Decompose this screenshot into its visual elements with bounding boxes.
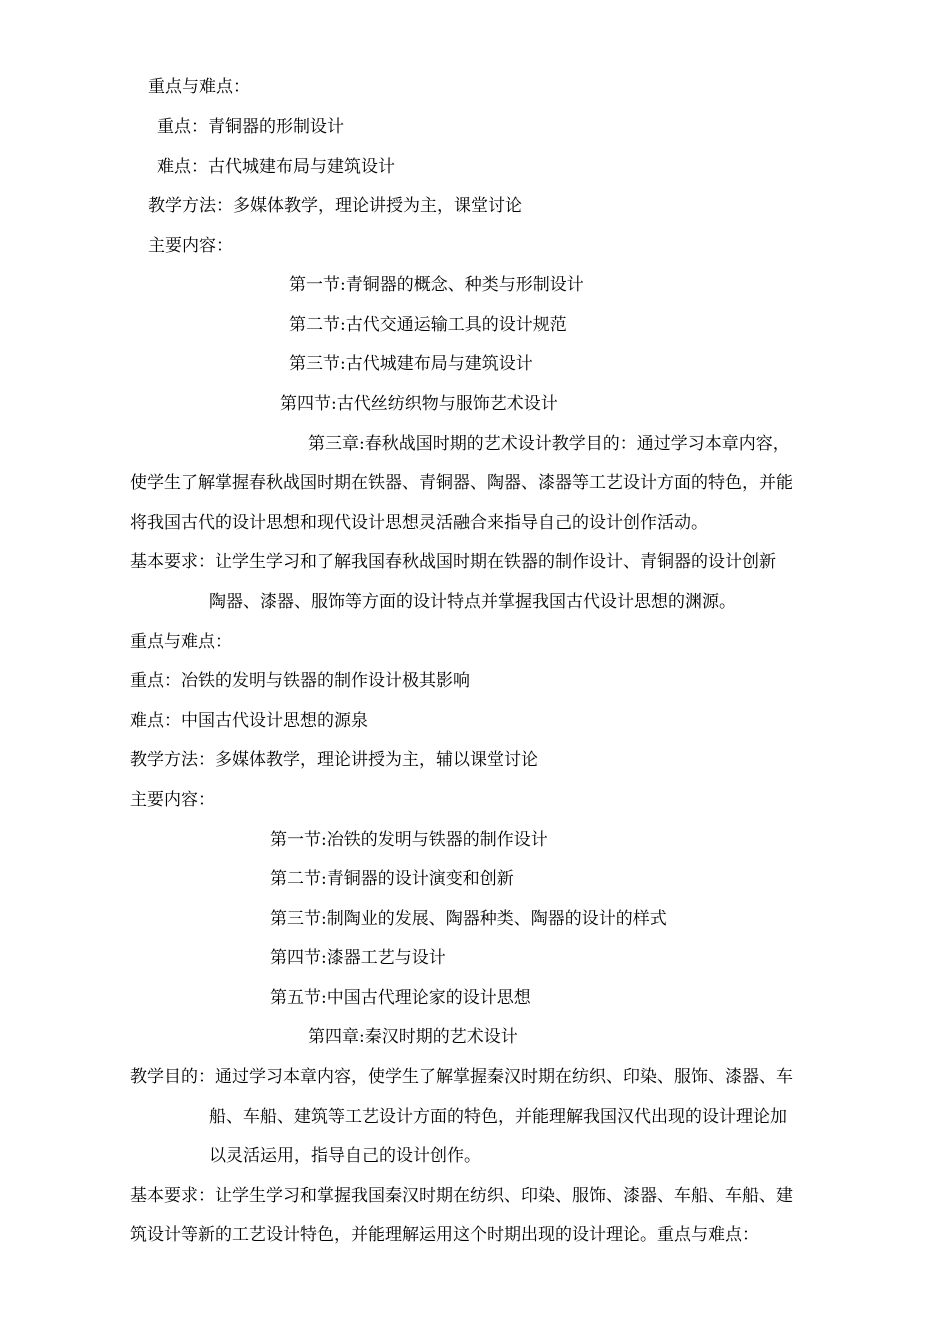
difficult-point-text: 难点：中国古代设计思想的源泉: [130, 711, 368, 731]
difficult-point-text: 难点：古代城建布局与建筑设计: [157, 157, 395, 177]
key-point-text: 重点：青铜器的形制设计: [157, 117, 344, 137]
main-content-heading: 主要内容：: [148, 236, 233, 256]
chapter-four-heading: 第四章:秦汉时期的艺术设计: [308, 1027, 518, 1047]
heading-key-difficult-points: 重点与难点：: [130, 632, 232, 652]
paragraph-line: 使学生了解掌握春秋战国时期在铁器、青铜器、陶器、漆器等工艺设计方面的特色，并能: [130, 473, 793, 493]
key-point-text: 重点：冶铁的发明与铁器的制作设计极其影响: [130, 671, 470, 691]
teaching-method-text: 教学方法：多媒体教学，理论讲授为主，辅以课堂讨论: [130, 750, 538, 770]
basic-requirements-text: 基本要求：让学生学习和掌握我国秦汉时期在纺织、印染、服饰、漆器、车船、车船、建: [130, 1186, 793, 1206]
paragraph-line: 船、车船、建筑等工艺设计方面的特色，并能理解我国汉代出现的设计理论加: [209, 1107, 787, 1127]
section-item: 第四节:漆器工艺与设计: [270, 948, 446, 968]
teaching-objective-text: 教学目的：通过学习本章内容，使学生了解掌握秦汉时期在纺织、印染、服饰、漆器、车: [130, 1067, 793, 1087]
teaching-method-text: 教学方法：多媒体教学，理论讲授为主，课堂讨论: [148, 196, 522, 216]
heading-key-difficult-points: 重点与难点：: [148, 77, 250, 97]
section-item: 第四节:古代丝纺织物与服饰艺术设计: [280, 394, 558, 414]
chapter-three-heading: 第三章:春秋战国时期的艺术设计教学目的：通过学习本章内容，: [308, 434, 790, 454]
section-item: 第一节:冶铁的发明与铁器的制作设计: [270, 830, 548, 850]
section-item: 第二节:青铜器的设计演变和创新: [270, 869, 514, 889]
section-item: 第三节:制陶业的发展、陶器种类、陶器的设计的样式: [270, 909, 667, 929]
basic-requirements-text: 基本要求：让学生学习和了解我国春秋战国时期在铁器的制作设计、青铜器的设计创新: [130, 552, 776, 572]
section-item: 第一节:青铜器的概念、种类与形制设计: [289, 275, 584, 295]
section-item: 第三节:古代城建布局与建筑设计: [289, 354, 533, 374]
main-content-heading: 主要内容：: [130, 790, 215, 810]
paragraph-line: 将我国古代的设计思想和现代设计思想灵活融合来指导自己的设计创作活动。: [130, 513, 708, 533]
section-item: 第五节:中国古代理论家的设计思想: [270, 988, 531, 1008]
paragraph-line: 以灵活运用，指导自己的设计创作。: [209, 1146, 481, 1166]
section-item: 第二节:古代交通运输工具的设计规范: [289, 315, 567, 335]
paragraph-line: 陶器、漆器、服饰等方面的设计特点并掌握我国古代设计思想的渊源。: [209, 592, 736, 612]
paragraph-line: 筑设计等新的工艺设计特色，并能理解运用这个时期出现的设计理论。重点与难点：: [130, 1225, 759, 1245]
